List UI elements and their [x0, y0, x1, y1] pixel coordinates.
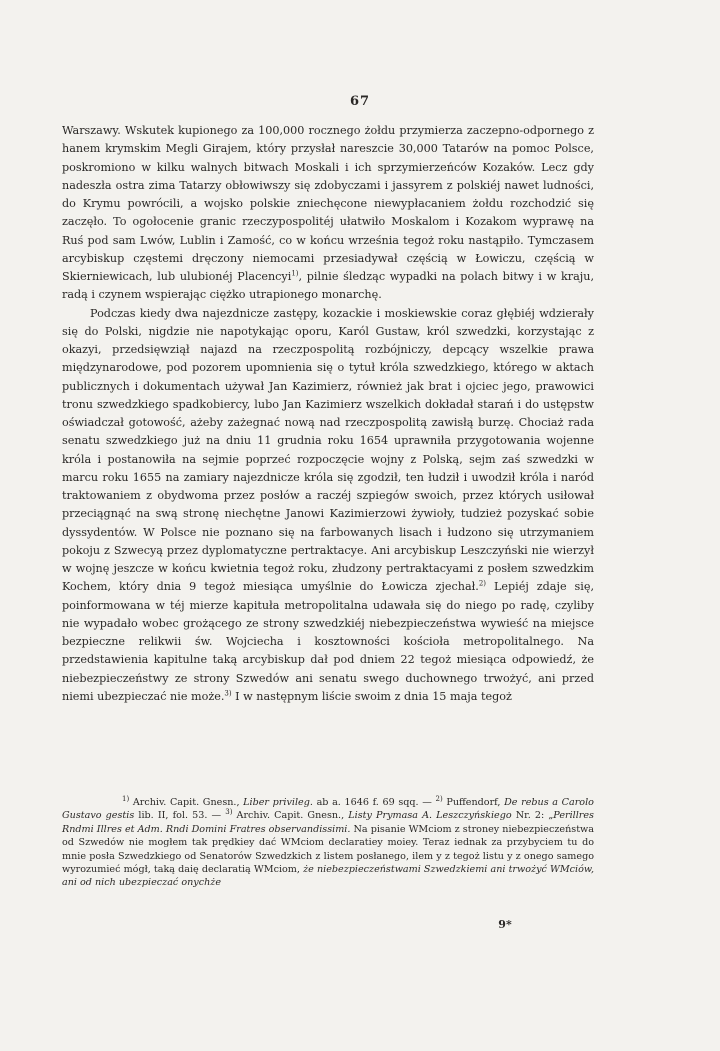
paragraph-1-end: , pilnie śledząc wypadki na polach bitwy i w kraju, radą i czynem wspierając ciężko utrapionego monarchę.	[62, 270, 594, 302]
main-text-body	[62, 122, 594, 706]
paragraph-1-text: Warszawy. Wskutek kupionego za 100,000 rocznego żołdu przymierza zaczepno-odpornego z hanem krymskim Megli Girajem, który przysłał nareszcie 30,000 Tatarów na pomoc Polsce, poskromiono w kilku walnych bitwach Moskali i ich sprzymierzeńców Kozaków. Lecz gdy nadeszła ostra zima Tatarzy obłowiwszy się zdobyczami i jassyrem z polskiéj nawet ludności, do Krymu powrócili, a wojsko polskie zniechęcone niewypłacaniem żołdu rozchodzić się zaczęło. To ogołocenie granic rzeczypospolitéj ułatwiło Moskalom i Kozakom wyprawę na Ruś pod sam Lwów, Lublin i Zamość, co w końcu września tegoż roku nastąpiło. Tymczasem arcybiskup częstemi dręczony niemocami przesiadywał częścią w Łowiczu, częścią w Skierniewicach, lub ulubionéj Placencyi	[62, 124, 594, 283]
paragraph-1	[62, 122, 594, 305]
paragraph-2-tail: I w następnym liście swoim z dnia 15 maja tegoż	[231, 689, 512, 703]
footnote-ref-3: 3)	[224, 689, 232, 698]
paragraph-2	[62, 305, 594, 707]
footnote-2-text: Puffendorf,	[446, 797, 501, 808]
footnote-1-marker: 1)	[122, 794, 130, 803]
footnote-3-italic-end: że niebezpieczeństwami Szwedzkiemi ani trwożyć WMciów, ani od nich ubezpieczać onychże	[62, 864, 595, 889]
page-number: 67	[349, 94, 371, 109]
footnote-1-text: Archiv. Capit. Gnesn.,	[132, 797, 240, 808]
footnotes	[62, 796, 594, 890]
paragraph-2-end: Lepiéj zdaje się, poinformowana w téj mierze kapituła metropolitalna udawała się do niego po radę, czyliby nie wypadało wobec grożącego ze strony szwedzkiéj niebezpieczeństwa wywieść na miejsce bezpieczne relikwii św. Wojciecha i kosztowności kościoła metropolitalnego. Na przedstawienia kapitulne taką arcybiskup dał pod dniem 22 tegoż miesiąca odpowiedź, że niebezpieczeństwy ze strony Szwedów ani senatu swego duchownego trwożyć, ani przed niemi ubezpieczać nie może.	[62, 580, 595, 703]
signature-mark: 9*	[498, 918, 512, 931]
footnote-ref-1: 1)	[291, 269, 299, 278]
footnote-3-italic-2: Perillres Rndmi Illres et Adm. Rndi Domini Fratres observandissimi.	[62, 810, 594, 835]
footnote-3-text: Archiv. Capit. Gnesn.,	[236, 810, 345, 822]
footnote-1-rest: ab a. 1646 f. 69 sqq. —	[316, 797, 432, 808]
footnote-2-italic: De rebus a Carolo Gustavo gestis	[62, 797, 594, 822]
footnote-1-italic: Liber privileg.	[243, 797, 313, 808]
footnote-ref-2: 2)	[478, 579, 486, 588]
footnote-3-body: Na pisanie WMciom z stroney niebezpieczeństwa od Szwedów nie mogłem tak prędkiey dać WMciom declaratiey moiey. Teraz iednak za przybyciem tu do mnie posła Szwedzkiego od Senatorów Szwedzkich z listem posłanego, ilem y z tegoż listu y z onego samego wyrozumieć mógł, taką daię declaratią WMciom,	[62, 823, 594, 876]
footnote-3-marker: 3)	[225, 808, 233, 817]
footnote-block	[62, 796, 594, 890]
footnote-2-rest: lib. II, fol. 53. —	[138, 810, 222, 822]
footnote-3-italic: Listy Prymasa A. Leszczyńskiego	[348, 810, 512, 822]
footnote-2-marker: 2)	[435, 794, 443, 803]
paragraph-2-text: Podczas kiedy dwa najezdnicze zastępy, kozackie i moskiewskie coraz głębiéj wdzierały się do Polski, nigdzie nie napotykając oporu, Karól Gustaw, król szwedzki, korzystając z okazyi, przedsięwziął najazd na rzeczpospolitą rozbójniczy, depcący wszelkie prawa międzynarodowe, pod pozorem upomnienia się o tytuł króla szwedzkiego, którego w aktach publicznych i dokumentach używał Jan Kazimierz, również jak brat i ojciec jego, prawowici tronu szwedzkiego spadkobiercy, lubo Jan Kazimierz wszelkich dokładał starań i do ustępstw oświadczał gotowość, ażeby zażegnać nową nad rzeczpospolitą zawisłą burzę. Chociaż rada senatu szwedzkiego już na dniu 11 grudnia roku 1654 uprawniła przygotowania wojenne króla i postanowiła na sejmie poprzeć rozpoczęcie wojny z Polską, sejm zaś szwedzki w marcu roku 1655 na zamiary najezdnicze króla się zgodził, ten łudził i uwodził króla i naród traktowaniem z obydwoma przez posłów a raczéj szpiegów swoich, przez których usiłował przeciągnąć na swą stronę niechętne Janowi Kazimierzowi żywioły, tudzież pozyskać sobie dyssydentów. W Polsce nie poznano się na farbowanych lisach i łudzono się utrzymaniem pokoju z Szwecyą przez dyplomatyczne pertraktacye. Ani arcybiskup Leszczyński nie wierzył w wojnę jeszcze w końcu kwietnia tegoż roku, złudzony pertraktacyami z posłem szwedzkim Kochem, który dnia 9 tegoż miesiąca umyślnie do Łowicza zjechał.	[62, 306, 594, 594]
footnote-3-rest: Nr. 2: „	[515, 810, 554, 822]
